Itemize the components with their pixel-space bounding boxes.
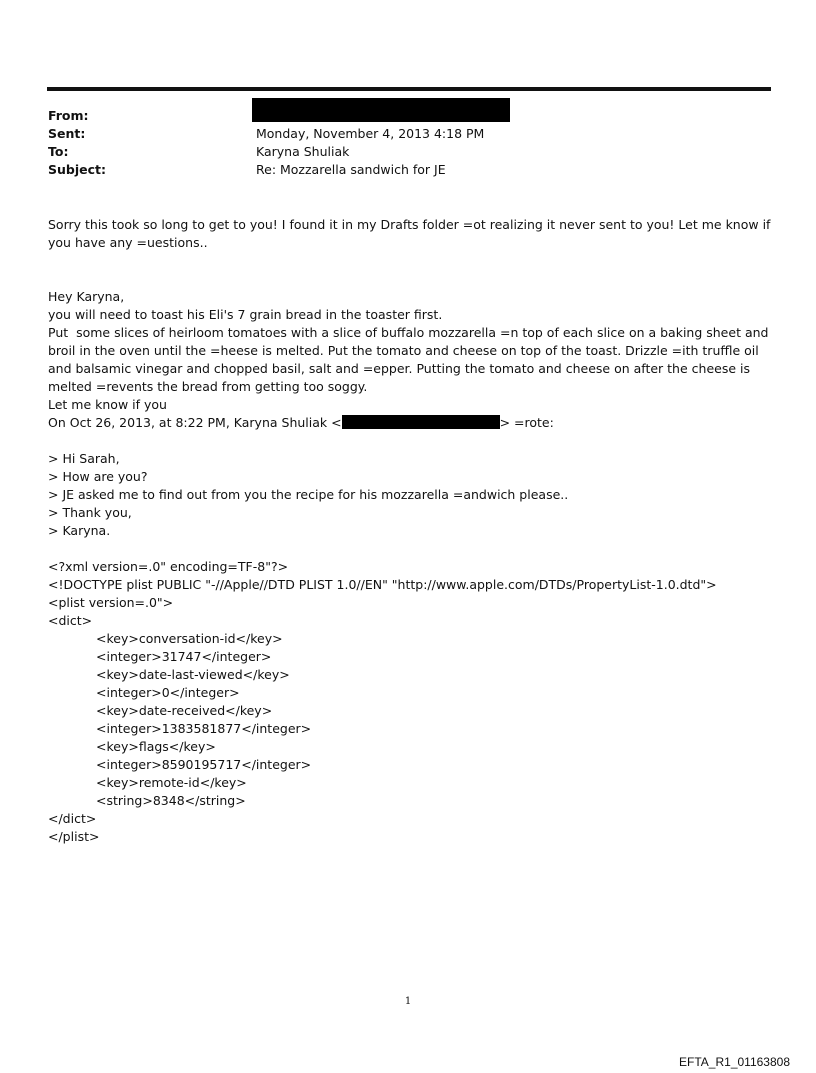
quote-line: > Karyna. (48, 523, 111, 538)
xml-line: </plist> (48, 829, 100, 844)
xml-line: <key>date-last-viewed</key> (96, 667, 290, 682)
xml-line: </dict> (48, 811, 97, 826)
subject-label: Subject: (48, 162, 106, 177)
sent-value: Monday, November 4, 2013 4:18 PM (256, 126, 485, 141)
xml-line: <key>conversation-id</key> (96, 631, 283, 646)
body-line: Let me know if you (48, 397, 167, 412)
quote-attribution: On Oct 26, 2013, at 8:22 PM, Karyna Shuliak < > =rote: (48, 415, 554, 430)
body-intro: Sorry this took so long to get to you! I found it in my Drafts folder =ot realizing it never sent to you! Let me know if you have any =uestions.. (48, 217, 775, 250)
redacted-from (252, 98, 510, 122)
body-line: you will need to toast his Eli's 7 grain bread in the toaster first. (48, 307, 443, 322)
xml-line: <key>flags</key> (96, 739, 216, 754)
redacted-email (342, 415, 500, 429)
to-label: To: (48, 144, 69, 159)
xml-line: <plist version=.0"> (48, 595, 174, 610)
xml-line: <dict> (48, 613, 93, 628)
quote-line: > JE asked me to find out from you the recipe for his mozzarella =andwich please.. (48, 487, 569, 502)
email-body (48, 216, 775, 846)
xml-line: <string>8348</string> (96, 793, 246, 808)
xml-line: <integer>0</integer> (96, 685, 240, 700)
xml-line: <!DOCTYPE plist PUBLIC "-//Apple//DTD PLIST 1.0//EN" "http://www.apple.com/DTDs/PropertyList-1.0.dtd"> (48, 577, 717, 592)
header-rule (47, 87, 771, 91)
quote-line: > Hi Sarah, (48, 451, 120, 466)
page-number: 1 (404, 996, 412, 1007)
sent-label: Sent: (48, 126, 86, 141)
xml-line: <key>date-received</key> (96, 703, 273, 718)
xml-line: <key>remote-id</key> (96, 775, 247, 790)
quote-line: > How are you? (48, 469, 148, 484)
from-label: From: (48, 108, 89, 123)
body-recipe: Put some slices of heirloom tomatoes with a slice of buffalo mozzarella =n top of each slice on a baking sheet and broil in the oven until the =heese is melted. Put the tomato and cheese on top of the toast. Drizzle =ith truffle oil and balsamic vinegar and chopped basil, salt and =epper. Putting the tomato and cheese on after the cheese is melted =revents the bread from getting too soggy. (48, 325, 773, 394)
xml-line: <integer>8590195717</integer> (96, 757, 312, 772)
to-value: Karyna Shuliak (256, 144, 350, 159)
xml-line: <integer>31747</integer> (96, 649, 272, 664)
quote-line: > Thank you, (48, 505, 132, 520)
xml-line: <?xml version=.0" encoding=TF-8"?> (48, 559, 289, 574)
subject-value: Re: Mozzarella sandwich for JE (256, 162, 446, 177)
xml-line: <integer>1383581877</integer> (96, 721, 312, 736)
body-greeting: Hey Karyna, (48, 289, 125, 304)
document-id: EFTA_R1_01163808 (679, 1055, 790, 1069)
